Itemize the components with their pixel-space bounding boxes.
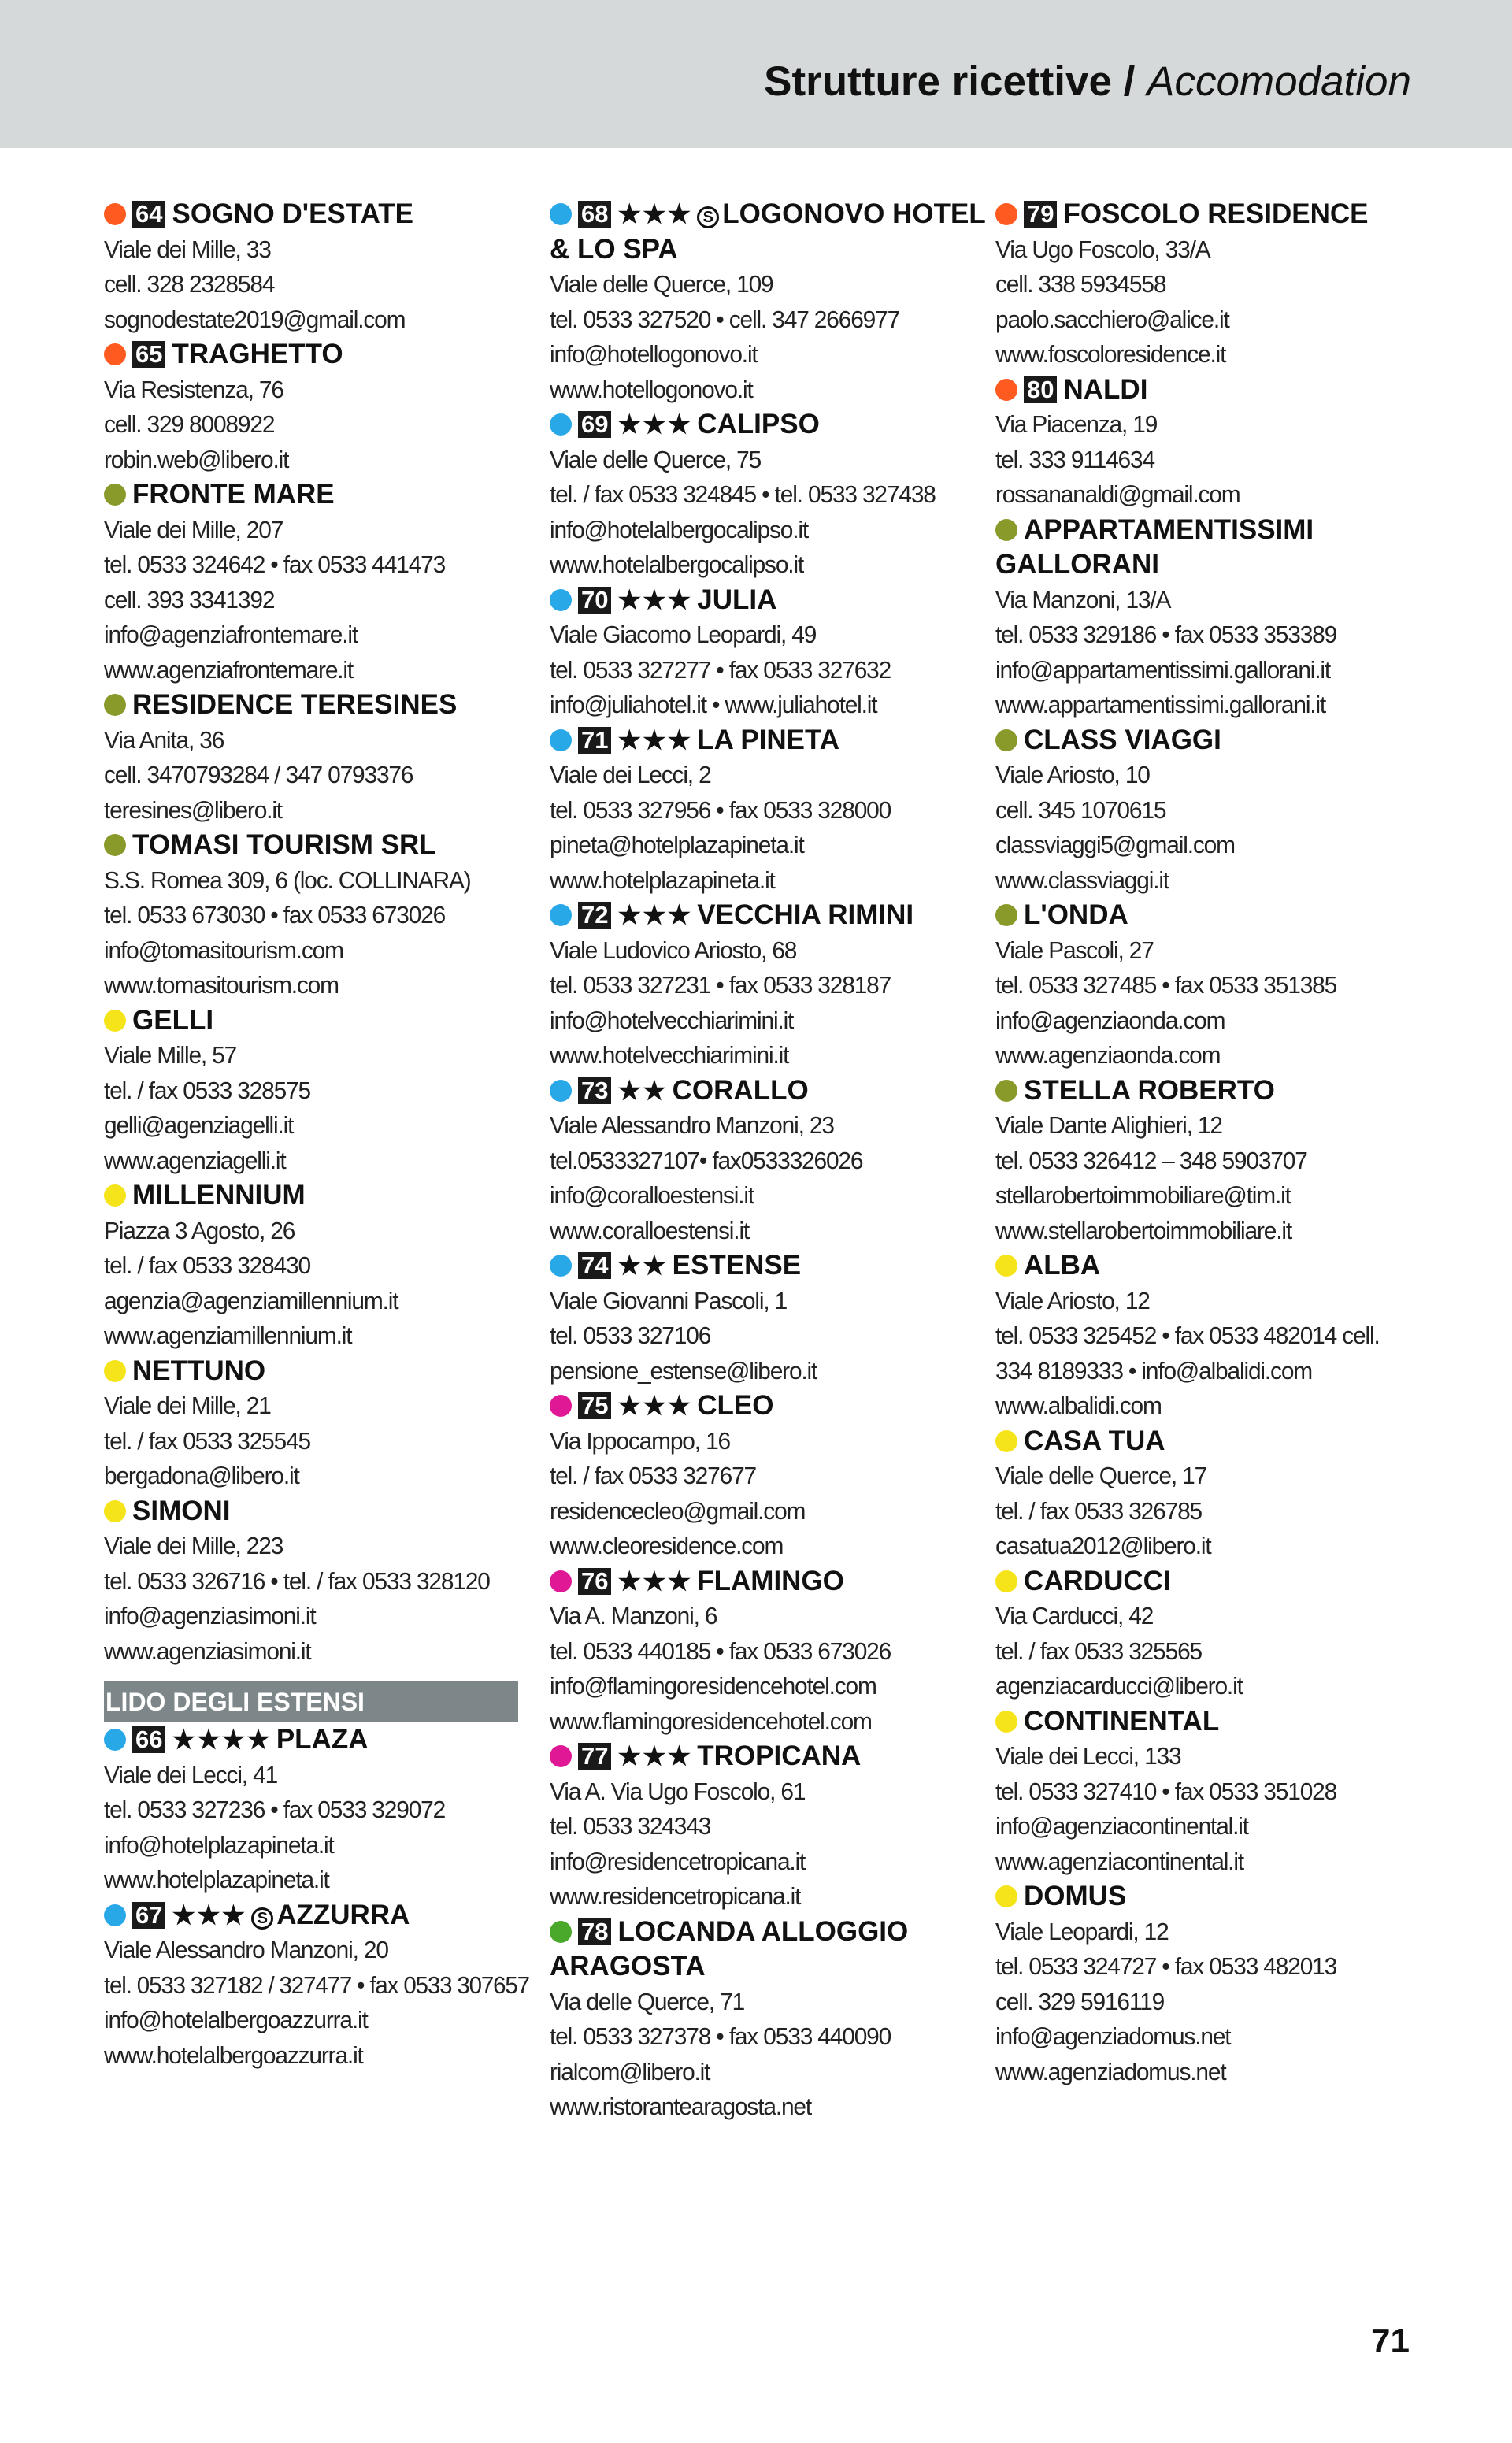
listing-entry [995, 373, 1436, 513]
listing-detail: Via Ugo Foscolo, 33/A [995, 235, 1210, 263]
listing-detail: rossananaldi@gmail.com [995, 480, 1240, 508]
listing-name-row [104, 1898, 545, 1933]
listing-detail: tel. / fax 0533 325545 [104, 1426, 310, 1455]
listing-name-row [995, 1564, 1436, 1600]
star-rating: ★★★ [617, 410, 693, 439]
star-rating: ★★★★ [172, 1725, 272, 1754]
listing-detail: Via Carducci, 42 [995, 1602, 1154, 1629]
listing-name-row [995, 1424, 1436, 1459]
listing-name-row [995, 513, 1436, 583]
listing-detail: Viale dei Mille, 33 [104, 235, 271, 263]
category-dot-olive [995, 519, 1017, 541]
listing-entry [995, 1879, 1436, 2089]
listing-name-row [104, 828, 545, 863]
listing-detail: info@flamingoresidencehotel.com [550, 1672, 876, 1700]
star-rating: ★★★ [617, 1566, 693, 1596]
listing-entry [550, 723, 991, 899]
category-dot-yellow [104, 1500, 126, 1522]
listing-name-row [550, 407, 991, 443]
listing-name-row [104, 1003, 545, 1039]
star-rating: ★★★ [172, 1900, 247, 1930]
listing-detail: tel. 0533 325452 • fax 0533 482014 cell. [995, 1322, 1380, 1349]
listing-detail: Viale dei Mille, 223 [104, 1532, 284, 1559]
listing-detail: tel. 0533 327236 • fax 0533 329072 [104, 1796, 446, 1823]
listing-detail: cell. 3470793284 / 347 0793376 [104, 761, 413, 788]
category-dot-olive [104, 694, 126, 716]
listing-detail: www.agenziagelli.it [104, 1146, 286, 1174]
listing-name-row [550, 583, 991, 618]
category-dot-blue [550, 203, 572, 225]
listing-detail: Via A. Manzoni, 6 [550, 1602, 717, 1629]
category-dot-green [550, 1921, 572, 1943]
category-dot-orange [995, 203, 1017, 225]
page-title [764, 55, 1411, 109]
listing-detail: www.hotelvecchiarimini.it [550, 1041, 789, 1069]
listing-detail: info@agenziafrontemare.it [104, 621, 358, 648]
listing-number: 73 [578, 1077, 611, 1104]
listing-name: SOGNO D'ESTATE [172, 198, 413, 229]
listing-name-row [104, 1722, 545, 1758]
title-italian: Strutture ricettive / [764, 58, 1136, 105]
listing-detail: Viale dei Mille, 207 [104, 515, 284, 543]
listing-entry [104, 828, 545, 1003]
listing-detail: tel. / fax 0533 326785 [995, 1496, 1202, 1525]
listing-name: CLASS VIAGGI [1024, 724, 1221, 755]
listing-detail: Viale Alessandro Manzoni, 23 [550, 1111, 834, 1139]
listing-detail: agenziacarducci@libero.it [995, 1672, 1243, 1700]
listing-detail: info@juliahotel.it • www.juliahotel.it [550, 691, 877, 718]
listing-entry [104, 337, 545, 477]
listing-name-row [995, 197, 1436, 232]
listing-number: 64 [132, 201, 165, 228]
listing-name: TOMASI TOURISM SRL [132, 829, 436, 860]
listing-name-row [550, 1073, 991, 1109]
listing-name: SIMONI [132, 1495, 231, 1526]
listing-entry [550, 1739, 991, 1915]
star-rating: ★★★ [617, 199, 693, 228]
listing-number: 65 [132, 341, 165, 368]
listing-detail: cell. 329 5916119 [995, 1987, 1165, 2015]
listing-entry [995, 513, 1436, 723]
listing-detail: www.tomasitourism.com [104, 971, 339, 999]
listing-name-row [995, 1879, 1436, 1915]
listing-entry [995, 1564, 1436, 1704]
listing-number: 70 [578, 587, 611, 614]
listing-detail: tel. 0533 327277 • fax 0533 327632 [550, 655, 891, 684]
listing-entry [104, 1003, 545, 1179]
listing-detail: www.agenziacontinental.it [995, 1847, 1243, 1875]
category-dot-blue [104, 1729, 126, 1751]
listing-detail: tel. 0533 673030 • fax 0533 673026 [104, 901, 446, 929]
listing-detail: tel. 0533 324727 • fax 0533 482013 [995, 1952, 1337, 1980]
category-dot-yellow [995, 1885, 1017, 1907]
listing-name: TROPICANA [697, 1740, 862, 1771]
listing-name: STELLA ROBERTO [1024, 1074, 1275, 1106]
listing-detail: tel. 0533 329186 • fax 0533 353389 [995, 621, 1337, 648]
category-dot-olive [995, 1080, 1017, 1102]
listing-detail: casatua2012@libero.it [995, 1532, 1211, 1559]
category-dot-magenta [550, 1570, 572, 1592]
category-dot-orange [104, 203, 126, 225]
category-dot-blue [550, 413, 572, 436]
listing-detail: pensione_estense@libero.it [550, 1356, 817, 1385]
listing-entry [104, 197, 545, 337]
listing-entry [104, 1722, 545, 1898]
listing-entry [550, 1564, 991, 1740]
listing-detail: tel. 0533 324642 • fax 0533 441473 [104, 551, 446, 578]
listing-detail: cell. 345 1070615 [995, 795, 1166, 824]
listing-entry [995, 723, 1436, 899]
listing-detail: tel. / fax 0533 328430 [104, 1251, 310, 1279]
listing-number: 79 [1024, 201, 1057, 228]
listing-name-row [104, 1178, 545, 1214]
listing-detail: Viale Dante Alighieri, 12 [995, 1111, 1222, 1139]
listing-detail: www.classviaggi.it [995, 866, 1169, 894]
listing-name-row [104, 688, 545, 723]
category-dot-blue [104, 1904, 126, 1926]
column-middle [550, 197, 991, 2125]
listing-detail: Via Resistenza, 76 [104, 375, 284, 403]
listing-entry [550, 1915, 991, 2125]
listing-detail: www.agenziamillennium.it [104, 1322, 352, 1349]
listing-detail: tel. 0533 327520 • cell. 347 2666977 [550, 305, 900, 333]
listing-detail: info@hotelalbergoazzurra.it [104, 2006, 368, 2033]
category-dot-yellow [995, 1570, 1017, 1592]
listing-name: ALBA [1024, 1250, 1101, 1281]
listing-detail: tel. 0533 327231 • fax 0533 328187 [550, 971, 891, 999]
listing-detail: bergadona@libero.it [104, 1462, 299, 1489]
listing-number: 75 [578, 1392, 611, 1419]
category-dot-blue [550, 1080, 572, 1102]
listing-detail: www.agenziasimoni.it [104, 1637, 311, 1665]
listing-name: NALDI [1063, 373, 1148, 405]
listing-detail: Viale delle Querce, 75 [550, 445, 762, 473]
category-dot-yellow [995, 1255, 1017, 1277]
category-dot-yellow [104, 1360, 126, 1382]
listing-detail: www.flamingoresidencehotel.com [550, 1707, 872, 1735]
listing-number: 69 [578, 411, 611, 438]
category-dot-orange [104, 343, 126, 365]
listing-detail: Via Manzoni, 13/A [995, 585, 1171, 614]
listing-name-row [550, 1388, 991, 1424]
listing-name-row [995, 1073, 1436, 1109]
listing-name-row [104, 1354, 545, 1389]
listing-name-row [550, 1739, 991, 1774]
listing-detail: tel. 0533 327410 • fax 0533 351028 [995, 1777, 1337, 1805]
listing-detail: www.hotelalbergoazzurra.it [104, 2041, 363, 2069]
listing-name: NETTUNO [132, 1355, 266, 1386]
s-circle-icon: S [697, 206, 719, 228]
title-english: Accomodation [1147, 58, 1411, 105]
listing-detail: robin.web@libero.it [104, 445, 289, 473]
listing-name: CALIPSO [697, 409, 820, 439]
listing-name: MILLENNIUM [132, 1180, 306, 1210]
category-dot-blue [550, 589, 572, 611]
listing-number: 71 [578, 727, 611, 754]
page-header [0, 0, 1512, 148]
listing-number: 66 [132, 1726, 165, 1753]
listing-name: CLEO [697, 1390, 774, 1421]
listing-detail: sognodestate2019@gmail.com [104, 305, 406, 333]
listing-detail: info@tomasitourism.com [104, 936, 343, 964]
listing-entry [995, 1073, 1436, 1249]
listing-name-row [550, 1915, 991, 1985]
listing-detail: Viale Mille, 57 [104, 1041, 237, 1069]
listing-detail: www.agenziaonda.com [995, 1041, 1221, 1069]
category-dot-yellow [995, 1711, 1017, 1733]
listing-detail: cell. 338 5934558 [995, 270, 1166, 298]
listing-detail: residencecleo@gmail.com [550, 1496, 806, 1525]
listing-detail: info@coralloestensi.it [550, 1181, 754, 1209]
listing-number: 80 [1024, 376, 1057, 403]
listing-name-row [995, 1248, 1436, 1284]
listing-name: APPARTAMENTISSIMI GALLORANI [995, 513, 1314, 580]
category-dot-olive [104, 484, 126, 506]
listing-detail: Viale Ariosto, 10 [995, 761, 1150, 788]
category-dot-olive [995, 729, 1017, 751]
star-rating: ★★★ [617, 1391, 693, 1420]
listing-name: CASA TUA [1024, 1425, 1166, 1456]
listing-name: JULIA [697, 584, 777, 615]
listing-entry [550, 583, 991, 723]
listing-detail: rialcom@libero.it [550, 2057, 710, 2085]
listing-entry [550, 407, 991, 583]
listing-detail: Viale dei Lecci, 133 [995, 1742, 1181, 1770]
listing-entry [550, 197, 991, 407]
listing-detail: Via delle Querce, 71 [550, 1987, 745, 2015]
listing-detail: tel. 0533 327106 [550, 1322, 711, 1349]
page-number: 71 [1371, 2322, 1410, 2360]
listing-detail: tel. 0533 327378 • fax 0533 440090 [550, 2022, 891, 2050]
listing-number: 72 [578, 902, 611, 929]
listing-name-row [995, 898, 1436, 933]
listing-detail: www.albalidi.com [995, 1392, 1162, 1419]
listing-number: 67 [132, 1902, 165, 1929]
listing-detail: tel. / fax 0533 328575 [104, 1076, 310, 1104]
listing-entry [995, 1704, 1436, 1880]
listing-detail: info@agenziacontinental.it [995, 1812, 1248, 1840]
listing-detail: info@agenziaonda.com [995, 1006, 1225, 1034]
listing-name-row [104, 197, 545, 232]
star-rating: ★★ [617, 1075, 668, 1105]
listing-detail: Viale Ariosto, 12 [995, 1286, 1150, 1314]
listing-entry [550, 1073, 991, 1249]
listing-detail: tel. 0533 327485 • fax 0533 351385 [995, 971, 1337, 999]
category-dot-yellow [104, 1184, 126, 1207]
listing-detail: Piazza 3 Agosto, 26 [104, 1216, 295, 1244]
listing-detail: www.stellarobertoimmobiliare.it [995, 1216, 1292, 1244]
listing-detail: tel. 0533 326412 – 348 5903707 [995, 1146, 1307, 1174]
listing-number: 74 [578, 1252, 611, 1279]
category-dot-yellow [995, 1430, 1017, 1452]
listing-detail: 334 8189333 • info@albalidi.com [995, 1356, 1313, 1385]
listing-detail: info@appartamentissimi.gallorani.it [995, 655, 1331, 684]
listing-entry [995, 1248, 1436, 1424]
listing-detail: info@residencetropicana.it [550, 1847, 806, 1875]
listing-entry [104, 1898, 545, 2074]
listing-name-row [550, 1248, 991, 1284]
listing-detail: info@agenziadomus.net [995, 2022, 1231, 2050]
listing-detail: Viale Giacomo Leopardi, 49 [550, 621, 817, 648]
listing-name: CONTINENTAL [1024, 1705, 1220, 1737]
listing-detail: www.agenziadomus.net [995, 2057, 1226, 2085]
category-dot-magenta [550, 1745, 572, 1767]
listing-detail: S.S. Romea 309, 6 (loc. COLLINARA) [104, 866, 471, 894]
listing-detail: www.hotelplazapineta.it [104, 1866, 329, 1893]
listing-name-row [104, 477, 545, 513]
listing-entry [550, 898, 991, 1073]
listing-detail: Viale delle Querce, 109 [550, 270, 773, 298]
listing-detail: www.hotellogonovo.it [550, 375, 753, 403]
category-dot-orange [995, 379, 1017, 401]
listing-detail: tel. / fax 0533 327677 [550, 1462, 756, 1489]
listing-detail: tel. 0533 326716 • tel. / fax 0533 328120 [104, 1566, 490, 1595]
listing-detail: info@hotellogonovo.it [550, 340, 758, 368]
listing-name: AZZURRA [276, 1899, 410, 1930]
listing-number: 76 [578, 1568, 611, 1595]
category-dot-blue [550, 1255, 572, 1277]
listing-name-row [995, 723, 1436, 758]
listing-detail: www.ristorantearagosta.net [550, 2093, 812, 2120]
star-rating: ★★★ [617, 725, 693, 754]
listing-name: LOCANDA ALLOGGIO ARAGOSTA [550, 1915, 909, 1981]
listing-entry [550, 1388, 991, 1564]
listing-entry [104, 1178, 545, 1354]
listing-detail: agenzia@agenziamillennium.it [104, 1286, 398, 1314]
column-right [995, 197, 1436, 2089]
listing-detail: info@agenziasimoni.it [104, 1602, 316, 1629]
listing-entry [104, 1494, 545, 1670]
listing-detail: Via A. Via Ugo Foscolo, 61 [550, 1777, 806, 1805]
listing-name: TRAGHETTO [172, 339, 343, 369]
listing-detail: www.coralloestensi.it [550, 1216, 750, 1244]
listing-detail: www.cleoresidence.com [550, 1532, 784, 1559]
listing-detail: Viale Giovanni Pascoli, 1 [550, 1286, 788, 1314]
listing-name: FLAMINGO [697, 1565, 844, 1596]
listing-entry [995, 898, 1436, 1073]
listing-detail: info@hotelalbergocalipso.it [550, 515, 809, 543]
listing-number: 77 [578, 1743, 611, 1770]
listing-detail: www.hotelalbergocalipso.it [550, 551, 804, 578]
listing-detail: Viale Alessandro Manzoni, 20 [104, 1936, 388, 1963]
star-rating: ★★ [617, 1251, 668, 1280]
listing-detail: classviaggi5@gmail.com [995, 831, 1235, 858]
listing-detail: cell. 393 3341392 [104, 585, 275, 614]
listing-detail: tel. 0533 327956 • fax 0533 328000 [550, 795, 891, 824]
category-dot-olive [995, 904, 1017, 926]
category-dot-blue [550, 729, 572, 751]
section-heading: LIDO DEGLI ESTENSI [104, 1681, 518, 1722]
listing-detail: info@hotelplazapineta.it [104, 1830, 334, 1859]
listing-name-row [550, 197, 991, 267]
listing-detail: www.foscoloresidence.it [995, 340, 1226, 368]
listing-name-row [550, 1564, 991, 1600]
listing-name: FRONTE MARE [132, 479, 335, 510]
s-circle-icon: S [251, 1907, 273, 1930]
listing-detail: Viale Pascoli, 27 [995, 936, 1154, 964]
listing-name: LA PINETA [697, 724, 840, 755]
listing-detail: cell. 329 8008922 [104, 410, 275, 438]
listing-detail: Viale Ludovico Ariosto, 68 [550, 936, 797, 964]
listing-detail: Via Ippocampo, 16 [550, 1426, 730, 1455]
listing-detail: Viale dei Lecci, 2 [550, 761, 711, 788]
listing-detail: Viale Leopardi, 12 [995, 1917, 1169, 1945]
listing-detail: tel. / fax 0533 325565 [995, 1637, 1202, 1665]
listing-name: CORALLO [672, 1074, 809, 1106]
listing-detail: pineta@hotelplazapineta.it [550, 831, 804, 858]
listing-detail: www.agenziafrontemare.it [104, 655, 354, 684]
listing-name-row [550, 898, 991, 933]
star-rating: ★★★ [617, 584, 693, 614]
star-rating: ★★★ [617, 900, 693, 929]
listing-entry [104, 688, 545, 828]
listing-detail: tel. 0533 327182 / 327477 • fax 0533 307657 [104, 1970, 529, 1999]
category-dot-magenta [550, 1395, 572, 1417]
listing-name-row [104, 337, 545, 373]
listing-detail: www.residencetropicana.it [550, 1882, 801, 1910]
listing-entry [995, 197, 1436, 373]
listing-name: CARDUCCI [1024, 1565, 1171, 1596]
listing-detail: tel.0533327107• fax0533326026 [550, 1146, 863, 1174]
listing-detail: gelli@agenziagelli.it [104, 1111, 294, 1139]
listing-detail: tel. 0533 440185 • fax 0533 673026 [550, 1637, 891, 1665]
column-left [104, 197, 545, 2073]
listing-entry [104, 1354, 545, 1494]
listing-detail: www.appartamentissimi.gallorani.it [995, 691, 1326, 718]
listing-number: 78 [578, 1918, 611, 1945]
category-dot-blue [550, 904, 572, 926]
listing-detail: info@hotelvecchiarimini.it [550, 1006, 794, 1034]
listing-detail: cell. 328 2328584 [104, 270, 275, 298]
listing-name: GELLI [132, 1004, 214, 1036]
listing-entry [550, 1248, 991, 1388]
listing-detail: Via Piacenza, 19 [995, 410, 1158, 438]
listing-detail: Viale delle Querce, 17 [995, 1462, 1207, 1489]
listing-name-row [550, 723, 991, 758]
listing-name: RESIDENCE TERESINES [132, 689, 458, 720]
listing-name: L'ONDA [1024, 899, 1128, 930]
listing-detail: teresines@libero.it [104, 795, 282, 824]
listing-detail: tel. / fax 0533 324845 • tel. 0533 327438 [550, 480, 936, 508]
listing-detail: Viale dei Mille, 21 [104, 1392, 271, 1419]
listing-detail: tel. 0533 324343 [550, 1812, 711, 1840]
listing-detail: Viale dei Lecci, 41 [104, 1760, 278, 1789]
listing-detail: stellarobertoimmobiliare@tim.it [995, 1181, 1291, 1209]
listing-detail: tel. 333 9114634 [995, 445, 1154, 473]
listing-entry [995, 1424, 1436, 1564]
listing-detail: Via Anita, 36 [104, 725, 224, 754]
category-dot-yellow [104, 1010, 126, 1032]
star-rating: ★★★ [617, 1741, 693, 1770]
listing-number: 68 [578, 201, 611, 228]
listing-name: ESTENSE [672, 1250, 802, 1281]
listing-name: FOSCOLO RESIDENCE [1063, 198, 1369, 229]
listing-name: PLAZA [276, 1724, 369, 1755]
listing-detail: paolo.sacchiero@alice.it [995, 305, 1229, 333]
listing-name: DOMUS [1024, 1881, 1127, 1911]
listing-entry [104, 477, 545, 688]
category-dot-olive [104, 834, 126, 856]
listing-name: VECCHIA RIMINI [697, 899, 914, 930]
listing-name: LOGONOVO HOTEL & LO SPA [550, 198, 986, 265]
listing-name-row [104, 1494, 545, 1529]
listing-name-row [995, 1704, 1436, 1740]
listing-name-row [995, 373, 1436, 408]
listing-detail: www.hotelplazapineta.it [550, 866, 775, 894]
